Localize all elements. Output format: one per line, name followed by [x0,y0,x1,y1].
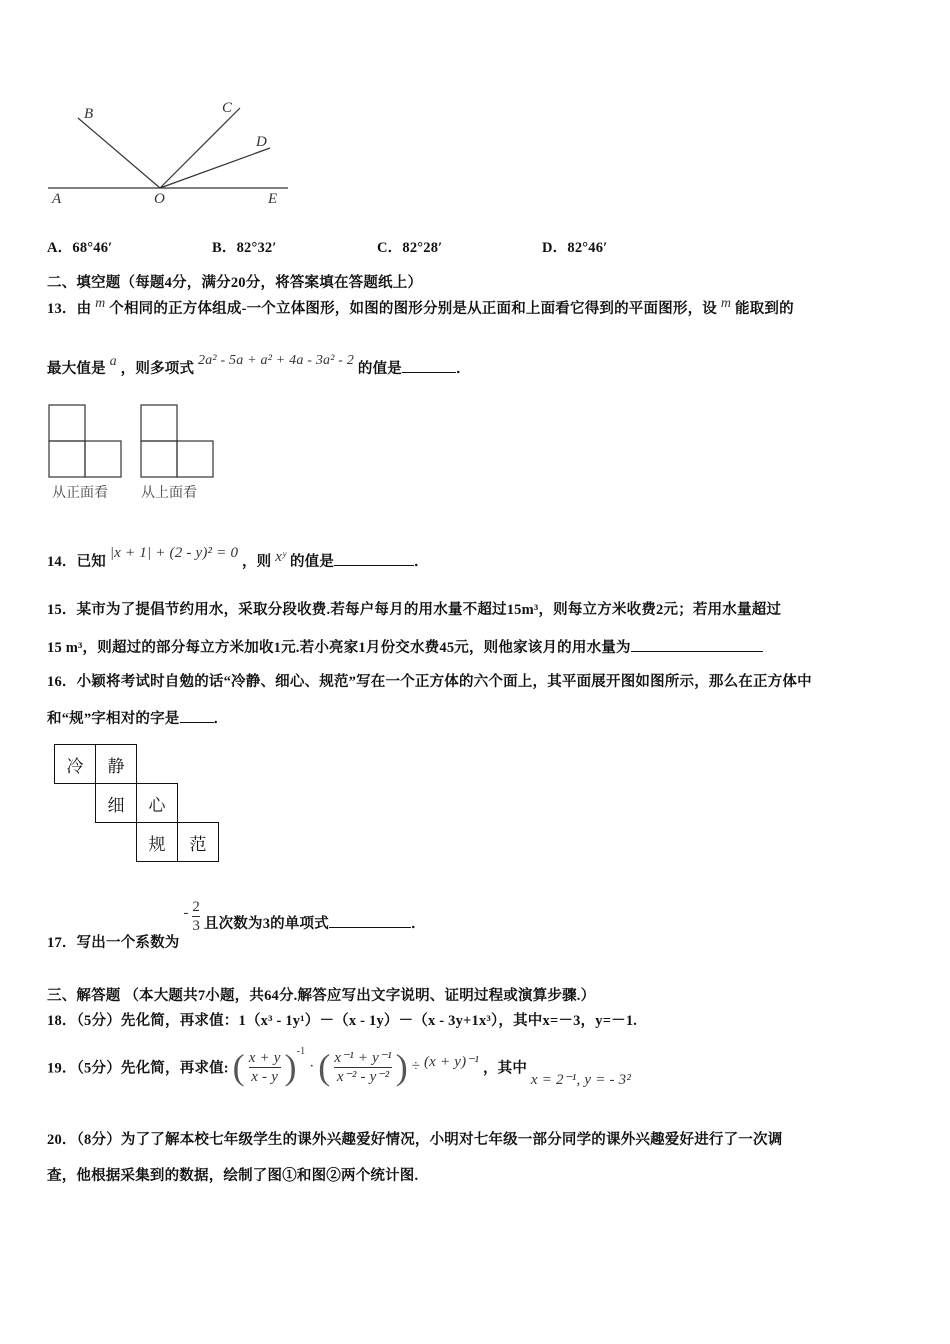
q15-line1: 15．某市为了提倡节约用水，采取分段收费.若每户每月的用水量不超过15m³，则每立方米收费2元；若用水量超过 [47,602,782,618]
net-cell: 冷 [55,745,96,784]
q20-line2: 查，他根据采集到的数据，绘制了图①和图②两个统计图. [47,1168,419,1184]
section2-title: 二、填空题（每题4分，满分20分，将答案填在答题纸上） [47,275,423,291]
label-B: B [84,106,94,122]
net-cell: 范 [178,823,219,862]
section3-title: 三、解答题 （本大题共7小题，共64分.解答应写出文字说明、证明过程或演算步骤.） [47,988,596,1004]
q13-line2: 最大值是 a ，则多项式 2a² - 5a + a² + 4a - 3a² - 2 的值是 ． [47,353,471,377]
label-C: C [222,100,233,116]
net-cell: 细 [96,784,137,823]
q13-line1: 13．由 m 个相同的正方体组成-一个立体图形，如图的图形分别是从正面和上面看它得到的平面图形，设 m 能取到的 [47,296,794,317]
q13-front-caption: 从正面看 [52,485,108,501]
q17: 17．写出一个系数为 - $\frac{2}{3}$ 且次数为3的单项式 ． [47,899,426,951]
cube-net [54,744,219,862]
q15-line2: 15 m³，则超过的部分每立方米加收1元.若小亮家1月份交水费45元，则他家该月的用水量为 [47,636,763,657]
q14-equation: |x + 1| + (2 - y)² = 0 [109,545,239,561]
q12-option-b: B．82°32′ [212,240,277,256]
net-cell: 静 [96,745,137,784]
label-D: D [256,134,267,150]
label-O: O [154,191,165,207]
q16-line2: 和“规”字相对的字是 ． [47,707,228,728]
q13-top-caption: 从上面看 [141,485,197,501]
q16-line1: 16．小颖将考试时自勉的话“冷静、细心、规范”写在一个正方体的六个面上，其平面展开图如图所示，那么在正方体中 [47,674,812,690]
q13-polynomial: 2a² - 5a + a² + 4a - 3a² - 2 [198,353,355,368]
net-cell: 心 [137,784,178,823]
q14: 14．已知 |x + 1| + (2 - y)² = 0 ，则 xʸ 的值是 ． [47,545,429,570]
q19: 19．（5分）先化简，再求值: ( $\frac{x + y}{x - y}$ )$^{-1}$ · ( $\frac{\text{x⁻¹ + y⁻¹}}{\text{x⁻² - y⁻²}}$ ) ÷ (x + y)⁻¹ ，其中 x = 2⁻¹, y = - 3² [47,1046,632,1088]
q12-option-d: D．82°46′ [542,240,608,256]
angle-figure [40,90,300,215]
q17-fraction: $\frac{2}{3}$ [192,899,201,934]
q12-option-c: C．82°28′ [377,240,443,256]
q20-line1: 20．（8分）为了了解本校七年级学生的课外兴趣爱好情况，小明对七年级一部分同学的课外兴趣爱好进行了一次调 [47,1132,783,1148]
label-A: A [52,191,62,207]
q12-option-a: A．68°46′ [47,240,113,256]
q18: 18．（5分）先化简，再求值：1（x³ - 1y¹）－（x - 1y）－（x - 3y+1x³），其中x=－3，y=－1. [47,1013,638,1029]
net-cell: 规 [137,823,178,862]
label-E: E [268,191,278,207]
